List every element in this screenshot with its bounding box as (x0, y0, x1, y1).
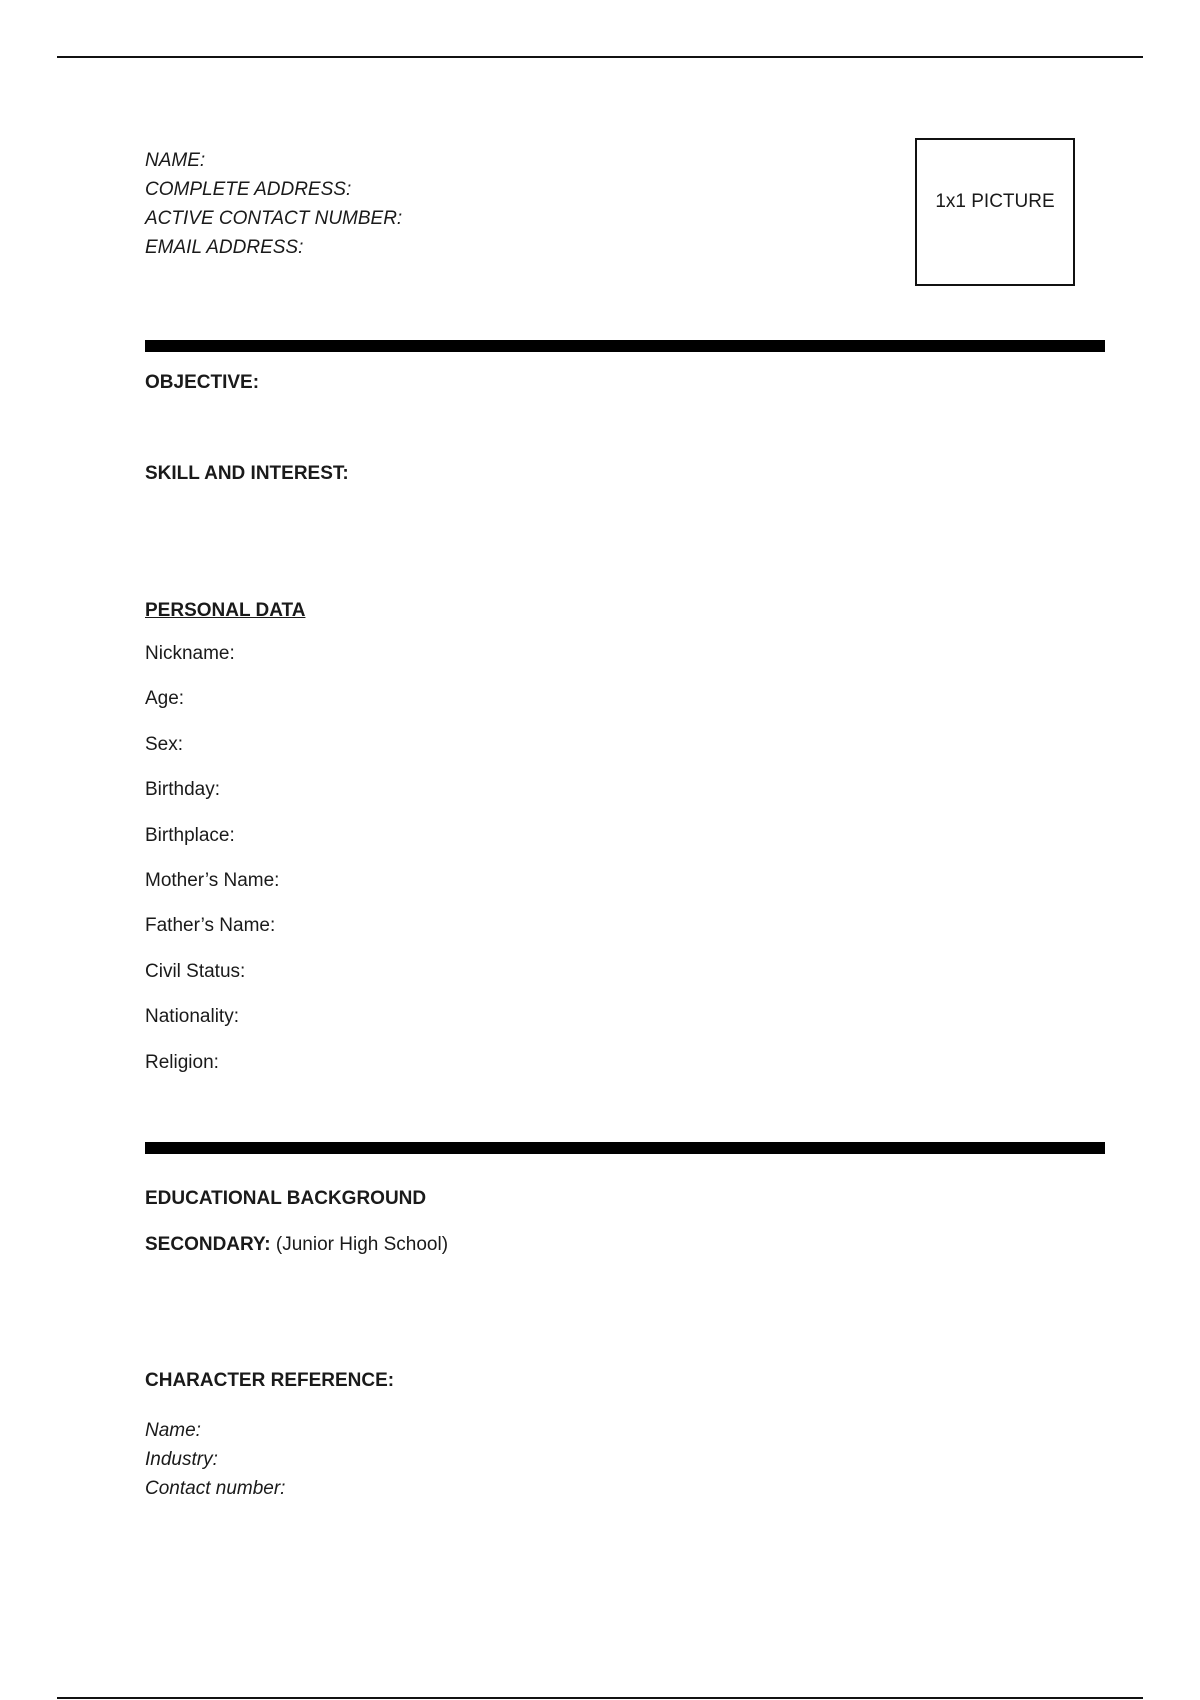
section-divider-bar (145, 1142, 1105, 1154)
reference-industry-field-label: Industry: (145, 1449, 218, 1470)
educational-background-heading: EDUCATIONAL BACKGROUND (145, 1188, 427, 1209)
secondary-education-line (145, 1234, 448, 1256)
religion-field-label: Religion: (145, 1051, 219, 1073)
page-top-rule (57, 56, 1143, 58)
civil-status-field-label: Civil Status: (145, 960, 246, 982)
photo-placeholder-box (915, 138, 1075, 286)
sex-field-label: Sex: (145, 733, 184, 755)
objective-heading: OBJECTIVE: (145, 372, 260, 393)
character-reference-heading: CHARACTER REFERENCE: (145, 1370, 395, 1391)
personal-data-heading: PERSONAL DATA (145, 600, 306, 621)
birthplace-field-label: Birthplace: (145, 824, 235, 846)
email-field-label: EMAIL ADDRESS: (145, 237, 304, 258)
photo-placeholder-label: 1x1 PICTURE (935, 191, 1055, 212)
nickname-field-label: Nickname: (145, 643, 235, 664)
address-field-label: COMPLETE ADDRESS: (145, 179, 352, 200)
personal-data-list (145, 643, 279, 1097)
character-reference-fields (145, 1416, 285, 1503)
fathers-name-field-label: Father’s Name: (145, 915, 276, 937)
header-contact-fields (145, 146, 402, 262)
age-field-label: Age: (145, 688, 185, 710)
mothers-name-field-label: Mother’s Name: (145, 869, 280, 891)
name-field-label: NAME: (145, 150, 206, 171)
section-divider-bar (145, 340, 1105, 352)
contact-number-field-label: ACTIVE CONTACT NUMBER: (145, 208, 403, 229)
birthday-field-label: Birthday: (145, 779, 220, 801)
reference-name-field-label: Name: (145, 1420, 201, 1441)
secondary-note: (Junior High School) (270, 1234, 449, 1255)
secondary-label: SECONDARY: (145, 1234, 271, 1255)
skills-heading: SKILL AND INTEREST: (145, 463, 349, 484)
page-bottom-rule (57, 1697, 1143, 1699)
nationality-field-label: Nationality: (145, 1006, 239, 1028)
reference-contact-field-label: Contact number: (145, 1478, 286, 1499)
